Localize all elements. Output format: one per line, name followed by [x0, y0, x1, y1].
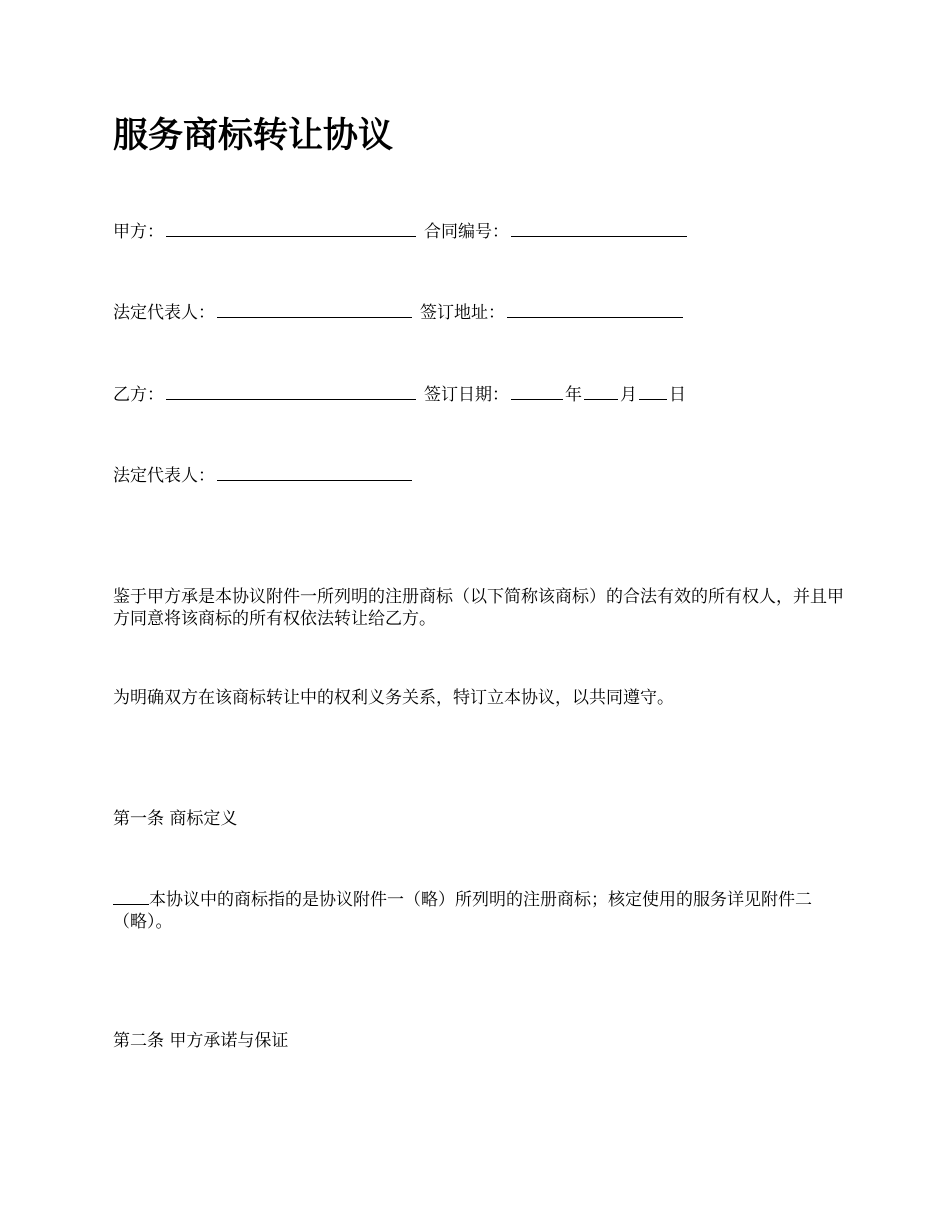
contract-no-blank[interactable] [511, 220, 687, 237]
month-label: 月 [620, 385, 637, 405]
purpose-paragraph: 为明确双方在该商标转让中的权利义务关系，特订立本协议，以共同遵守。 [113, 688, 674, 708]
sign-date-label: 签订日期： [424, 385, 509, 405]
article-1-text: 本协议中的商标指的是协议附件一（略）所列明的注册商标；核定使用的服务详见附件二（略）。 [113, 890, 812, 932]
legal-rep-a-blank[interactable] [217, 301, 412, 318]
legal-rep-b-label: 法定代表人： [113, 466, 215, 486]
legal-rep-a-row [113, 301, 685, 325]
sign-place-blank[interactable] [507, 301, 683, 318]
party-a-row [113, 220, 689, 244]
legal-rep-b-blank[interactable] [217, 464, 412, 481]
article-1-body [113, 888, 853, 933]
article-2-heading: 第二条 甲方承诺与保证 [113, 1031, 289, 1051]
article-1-heading: 第一条 商标定义 [113, 809, 238, 829]
whereas-paragraph: 鉴于甲方承是本协议附件一所列明的注册商标（以下简称该商标）的合法有效的所有权人，并且甲方同意将该商标的所有权依法转让给乙方。 [113, 587, 844, 629]
day-label: 日 [669, 385, 686, 405]
party-a-blank[interactable] [166, 220, 416, 237]
article-1-blank[interactable] [113, 888, 149, 905]
party-a-label: 甲方： [113, 222, 164, 242]
sign-year-blank[interactable] [511, 383, 563, 400]
party-b-row [113, 383, 686, 407]
sign-month-blank[interactable] [584, 383, 618, 400]
year-label: 年 [565, 385, 582, 405]
sign-place-label: 签订地址： [420, 303, 505, 323]
sign-day-blank[interactable] [639, 383, 667, 400]
legal-rep-a-label: 法定代表人： [113, 303, 215, 323]
document-title: 服务商标转让协议 [113, 115, 394, 156]
party-b-blank[interactable] [166, 383, 416, 400]
contract-no-label: 合同编号： [424, 222, 509, 242]
legal-rep-b-row [113, 464, 414, 488]
party-b-label: 乙方： [113, 385, 164, 405]
